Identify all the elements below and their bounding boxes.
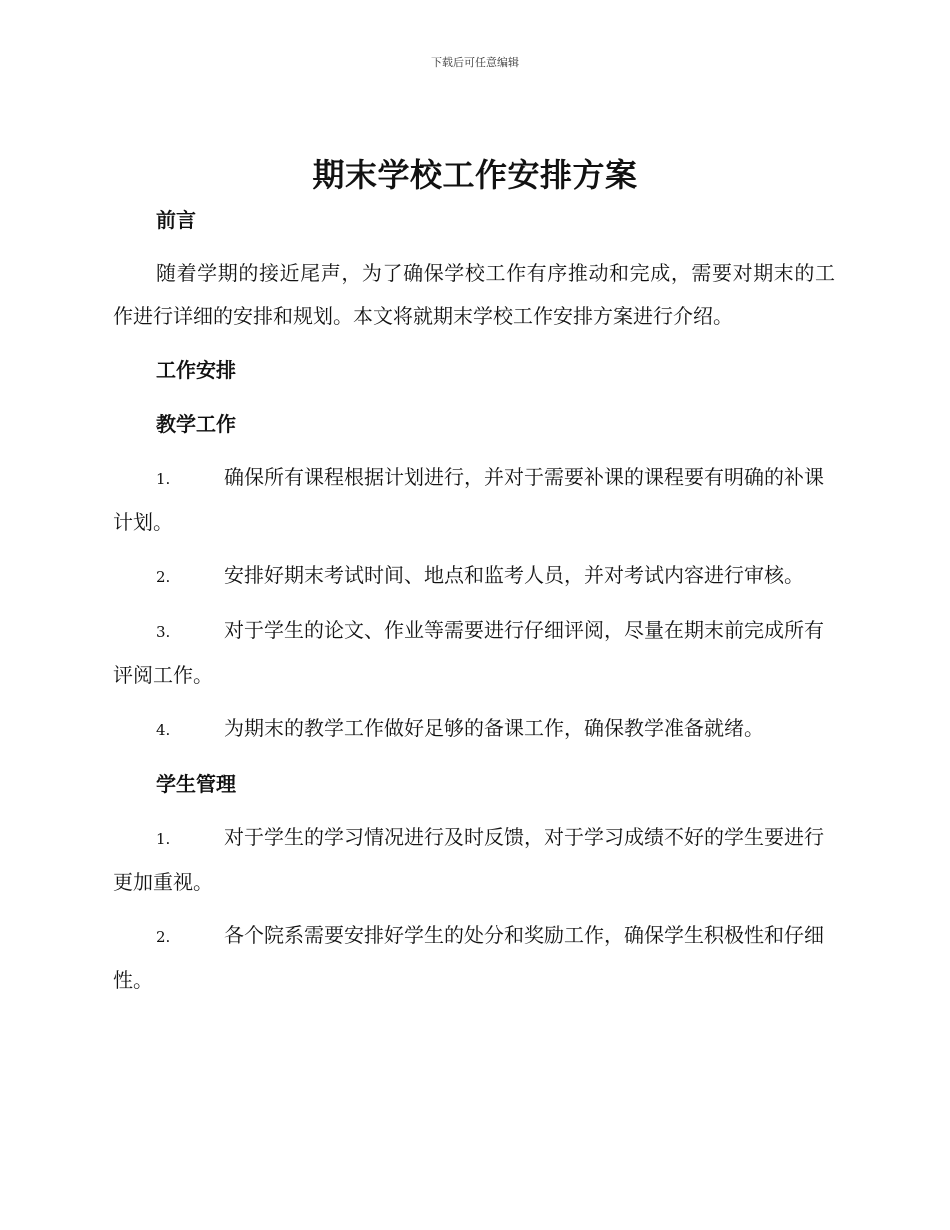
list-item (113, 456, 835, 544)
list-item (113, 707, 835, 752)
list-item (113, 609, 835, 697)
list-number: 1. (156, 830, 171, 848)
header-note: 下载后可任意编辑 (431, 56, 519, 69)
document-title: 期末学校工作安排方案 (312, 156, 638, 194)
list-text: 对于学生的学习情况进行及时反馈，对于学习成绩不好的学生要进行更加重视。 (113, 825, 824, 894)
list-item (113, 554, 835, 599)
list-number: 4. (156, 721, 171, 739)
list-text: 为期末的教学工作做好足够的备课工作，确保教学准备就绪。 (224, 716, 764, 740)
list-number: 2. (156, 928, 171, 946)
student-management-heading: 学生管理 (156, 772, 236, 796)
preface-paragraph: 随着学期的接近尾声，为了确保学校工作有序推动和完成，需要对期末的工作进行详细的安排和规划。本文将就期末学校工作安排方案进行介绍。 (113, 261, 835, 328)
list-item (113, 914, 835, 1002)
list-number: 3. (156, 623, 171, 641)
list-item (113, 816, 835, 904)
list-text: 各个院系需要安排好学生的处分和奖励工作，确保学生积极性和仔细性。 (113, 923, 824, 992)
teaching-work-heading: 教学工作 (156, 412, 236, 436)
list-number: 2. (156, 568, 171, 586)
preface-heading: 前言 (156, 208, 196, 232)
list-number: 1. (156, 470, 171, 488)
list-text: 对于学生的论文、作业等需要进行仔细评阅，尽量在期末前完成所有评阅工作。 (113, 618, 824, 687)
work-arrangement-heading: 工作安排 (156, 358, 236, 382)
list-text: 确保所有课程根据计划进行，并对于需要补课的课程要有明确的补课计划。 (113, 465, 824, 534)
list-text: 安排好期末考试时间、地点和监考人员，并对考试内容进行审核。 (224, 563, 804, 587)
document-body (113, 198, 835, 1002)
